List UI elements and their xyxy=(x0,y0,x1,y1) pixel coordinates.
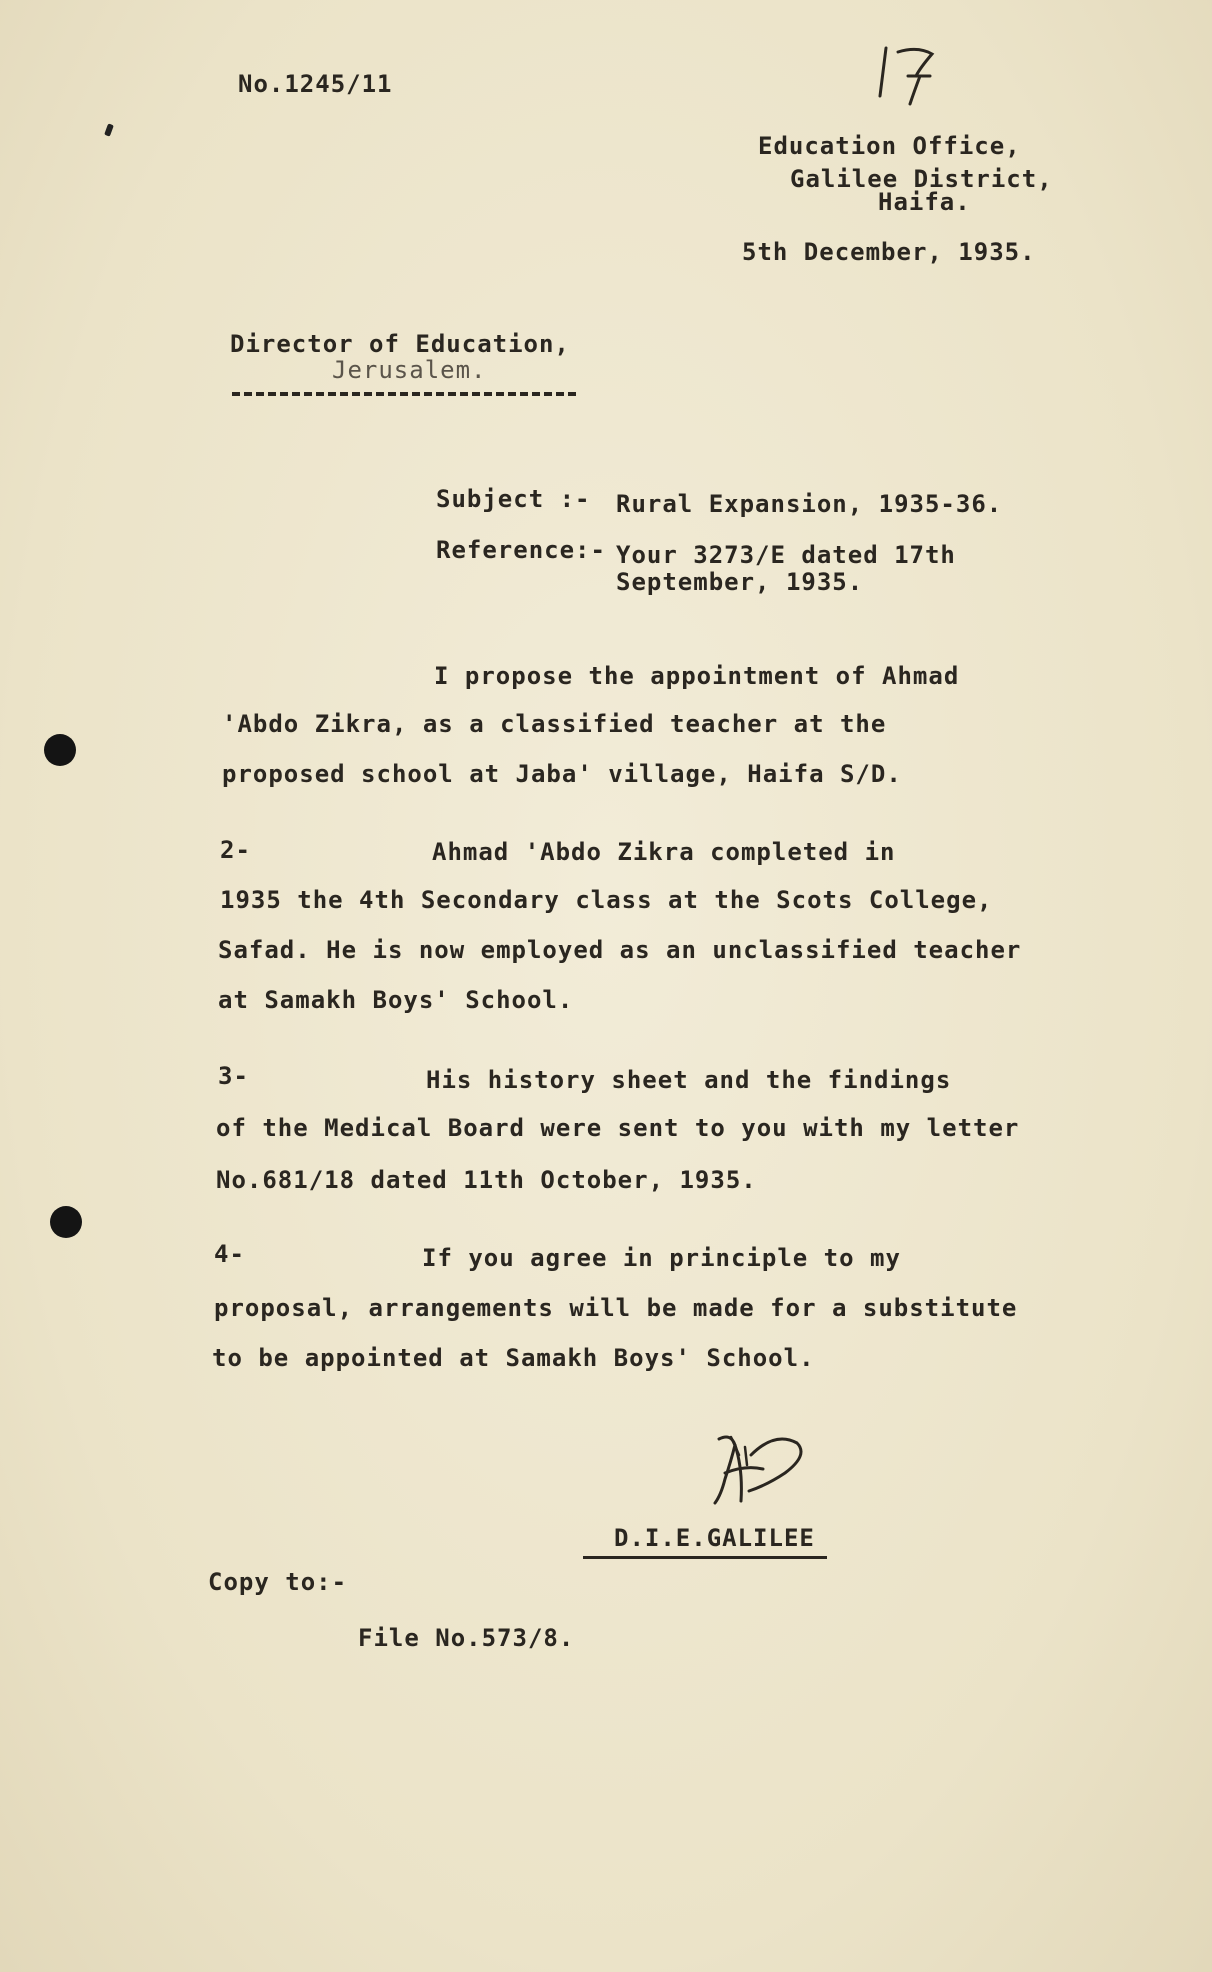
copy-to-label: Copy to:- xyxy=(208,1568,348,1596)
file-number: File No.573/8. xyxy=(358,1624,575,1652)
paragraph-4-line-1: If you agree in principle to my xyxy=(422,1244,901,1272)
handwritten-signature xyxy=(705,1425,815,1515)
addressee-line-1: Director of Education, xyxy=(230,330,570,358)
paragraph-4-line-2: proposal, arrangements will be made for a substitute xyxy=(214,1294,1018,1322)
paragraph-2-line-4: at Samakh Boys' School. xyxy=(218,986,574,1014)
signatory: D.I.E.GALILEE xyxy=(614,1524,815,1552)
paragraph-1-line-2: 'Abdo Zikra, as a classified teacher at the xyxy=(222,710,887,738)
paragraph-3-number: 3- xyxy=(218,1062,249,1090)
paragraph-3-line-2: of the Medical Board were sent to you with my letter xyxy=(216,1114,1020,1142)
signature-line xyxy=(583,1556,827,1559)
office-line-1: Education Office, xyxy=(758,132,1021,160)
reference-line-2: September, 1935. xyxy=(616,568,864,596)
paragraph-4-line-3: to be appointed at Samakh Boys' School. xyxy=(212,1344,815,1372)
paragraph-1-line-3: proposed school at Jaba' village, Haifa S/D. xyxy=(222,760,902,788)
paragraph-2-line-1: Ahmad 'Abdo Zikra completed in xyxy=(432,838,896,866)
addressee-underline xyxy=(232,392,576,396)
office-line-3: Haifa. xyxy=(878,188,971,216)
ink-mark xyxy=(104,123,114,136)
paragraph-3-line-3: No.681/18 dated 11th October, 1935. xyxy=(216,1166,757,1194)
paragraph-2-line-2: 1935 the 4th Secondary class at the Scots College, xyxy=(220,886,993,914)
reference-number: No.1245/11 xyxy=(238,70,393,98)
subject-label: Subject :- xyxy=(436,485,591,513)
reference-label: Reference:- xyxy=(436,536,606,564)
punch-hole-lower xyxy=(50,1206,82,1238)
subject-text: Rural Expansion, 1935-36. xyxy=(616,490,1003,518)
handwritten-page-number xyxy=(868,40,948,110)
paragraph-2-number: 2- xyxy=(220,836,251,864)
reference-line-1: Your 3273/E dated 17th xyxy=(616,541,956,569)
paragraph-1-line-1: I propose the appointment of Ahmad xyxy=(434,662,960,690)
paragraph-2-line-3: Safad. He is now employed as an unclassified teacher xyxy=(218,936,1022,964)
paragraph-3-line-1: His history sheet and the findings xyxy=(426,1066,952,1094)
addressee-line-2: Jerusalem. xyxy=(332,356,487,384)
punch-hole-upper xyxy=(44,734,76,766)
office-line-2: Galilee District, xyxy=(790,165,1053,193)
paragraph-4-number: 4- xyxy=(214,1240,245,1268)
letter-date: 5th December, 1935. xyxy=(742,238,1036,266)
